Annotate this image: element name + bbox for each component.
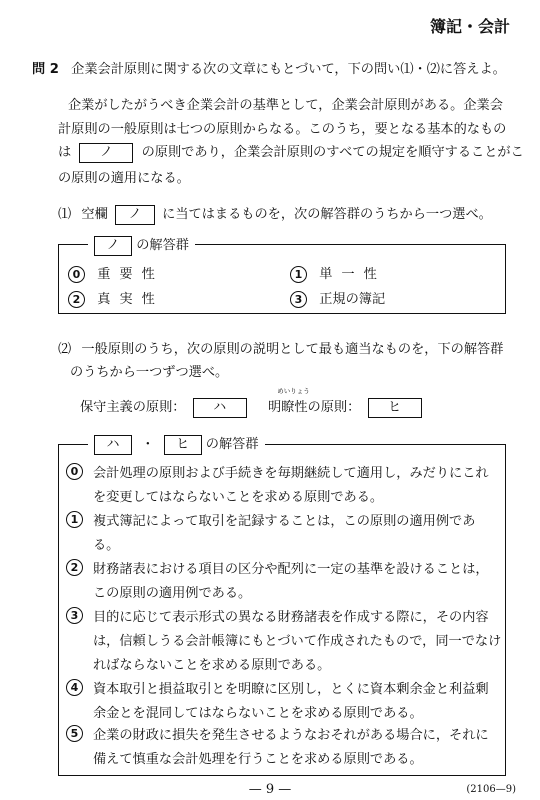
passage-line-3 xyxy=(58,141,524,163)
choice-number: 0 xyxy=(66,463,83,480)
subquestion-2-text-1: 一般原則のうち，次の原則の説明として最も適当なものを，下の解答群 xyxy=(81,342,504,357)
subject-header: 簿記・会計 xyxy=(429,17,510,36)
subquestion-2-line-1 xyxy=(58,338,503,357)
choice-text: 正規の簿記 xyxy=(319,292,386,307)
ruby-base xyxy=(277,387,310,415)
blank-no-q1: ノ xyxy=(115,205,155,225)
subquestion-2 xyxy=(58,338,528,382)
item-ha-label: 保守主義の原則： xyxy=(80,400,186,415)
subquestion-1-pre: 空欄 xyxy=(81,207,108,222)
choice-text: 重要性 xyxy=(97,267,164,282)
choice-text-line: 備えて慎重な会計処理を行うことを求める原則である。 xyxy=(93,752,423,767)
ruby-base-char: 瞭 xyxy=(281,400,295,415)
choice-text-line: 余金とを混同してはならないことを求める原則である。 xyxy=(93,706,423,721)
answer-group-2-title xyxy=(88,433,265,455)
choice-text-line: を変更してはならないことを求める原則である。 xyxy=(93,490,384,505)
answer-group-1-options xyxy=(68,263,488,307)
answer-group-2-title-dot: ・ xyxy=(141,437,155,452)
answer-option[interactable] xyxy=(68,263,164,283)
passage xyxy=(58,94,528,190)
blank-no: ノ xyxy=(79,143,133,163)
subquestion-1-number: ⑴ xyxy=(58,207,72,222)
choice-text-line: は，信頼しうる会計帳簿にもとづいて作成されたもので，同一でなけ xyxy=(93,634,502,649)
choice-number: 3 xyxy=(66,607,83,624)
choice-number: 5 xyxy=(66,725,83,742)
choice-text-line: 会計処理の原則および手続きを毎期継続して適用し，みだりにこれ xyxy=(93,466,489,481)
answer-group-1-title-text: の解答群 xyxy=(136,238,189,253)
choice-text-line: 目的に応じて表示形式の異なる財務諸表を作成する際に，その内容 xyxy=(93,610,489,625)
answer-group-2-title-text: の解答群 xyxy=(205,437,259,452)
choice-number: 4 xyxy=(66,679,83,696)
blank-ha: ハ xyxy=(193,398,247,418)
question-header xyxy=(32,58,506,77)
passage-line-3-post: の原則であり，企業会計原則のすべての規定を順守することがこ xyxy=(141,145,524,160)
blank-hi: ヒ xyxy=(368,398,422,418)
choice-text-line: ればならないことを求める原則である。 xyxy=(93,658,331,673)
choice-text-line: る。 xyxy=(93,538,120,553)
choice-text-line: この原則の適用例である。 xyxy=(93,586,252,601)
subquestion-1-post: に当てはまるものを，次の解答群のうちから一つ選べ。 xyxy=(162,207,492,222)
answer-option[interactable] xyxy=(290,263,386,283)
passage-line-1: 企業がしたがうべき企業会計の基準として，企業会計原則がある。企業会 xyxy=(68,98,503,113)
choice-number: 2 xyxy=(68,291,85,308)
choice-text: 単一性 xyxy=(319,267,386,282)
choice-text-line: 資本取引と損益取引とを明瞭に区別し，とくに資本剰余金と利益剰 xyxy=(93,682,489,697)
answer-option[interactable] xyxy=(290,288,385,308)
answer-option[interactable] xyxy=(68,288,164,308)
choice-number: 0 xyxy=(68,266,85,283)
choice-text-line: 複式簿記によって取引を記録することは，この原則の適用例であ xyxy=(93,514,476,529)
subquestion-1 xyxy=(58,203,492,225)
question-number: 問 2 xyxy=(32,62,59,77)
answer-group-2-options xyxy=(66,462,502,767)
answer-group-1-title-box: ノ xyxy=(94,236,132,256)
exam-code: (2106—9) xyxy=(466,784,516,795)
answer-group-2-title-box-2: ヒ xyxy=(164,435,202,455)
choice-number: 1 xyxy=(66,511,83,528)
ruby-reading: めいりょう xyxy=(277,387,310,395)
subquestion-2-line-2: のうちから一つずつ選べ。 xyxy=(70,365,229,380)
passage-line-2: 計原則の一般原則は七つの原則からなる。このうち，要となる基本的なもの xyxy=(58,122,507,137)
item-ha xyxy=(80,396,247,418)
choice-text-line: 企業の財政に損失を発生させるようなおそれがある場合に，それに xyxy=(93,728,489,743)
page-number: — 9 — xyxy=(248,782,292,797)
choice-number: 2 xyxy=(66,559,83,576)
question-prompt: 企業会計原則に関する次の文章にもとづいて，下の問い⑴・⑵に答えよ。 xyxy=(71,62,506,77)
item-hi-label-pre: 明 xyxy=(268,400,282,415)
choice-number: 1 xyxy=(290,266,307,283)
item-hi-label-post: 性の原則： xyxy=(294,400,361,415)
subquestion-2-number: ⑵ xyxy=(58,342,72,357)
passage-line-4: の原則の適用になる。 xyxy=(58,171,190,186)
answer-group-1-title xyxy=(88,234,195,256)
choice-text-line: 財務諸表における項目の区分や配列に一定の基準を設けることは， xyxy=(93,562,489,577)
choice-number: 3 xyxy=(290,291,307,308)
choice-text: 真実性 xyxy=(97,292,164,307)
item-hi xyxy=(268,387,422,418)
passage-line-3-pre: は xyxy=(58,145,72,160)
answer-group-2-title-box-1: ハ xyxy=(94,435,132,455)
